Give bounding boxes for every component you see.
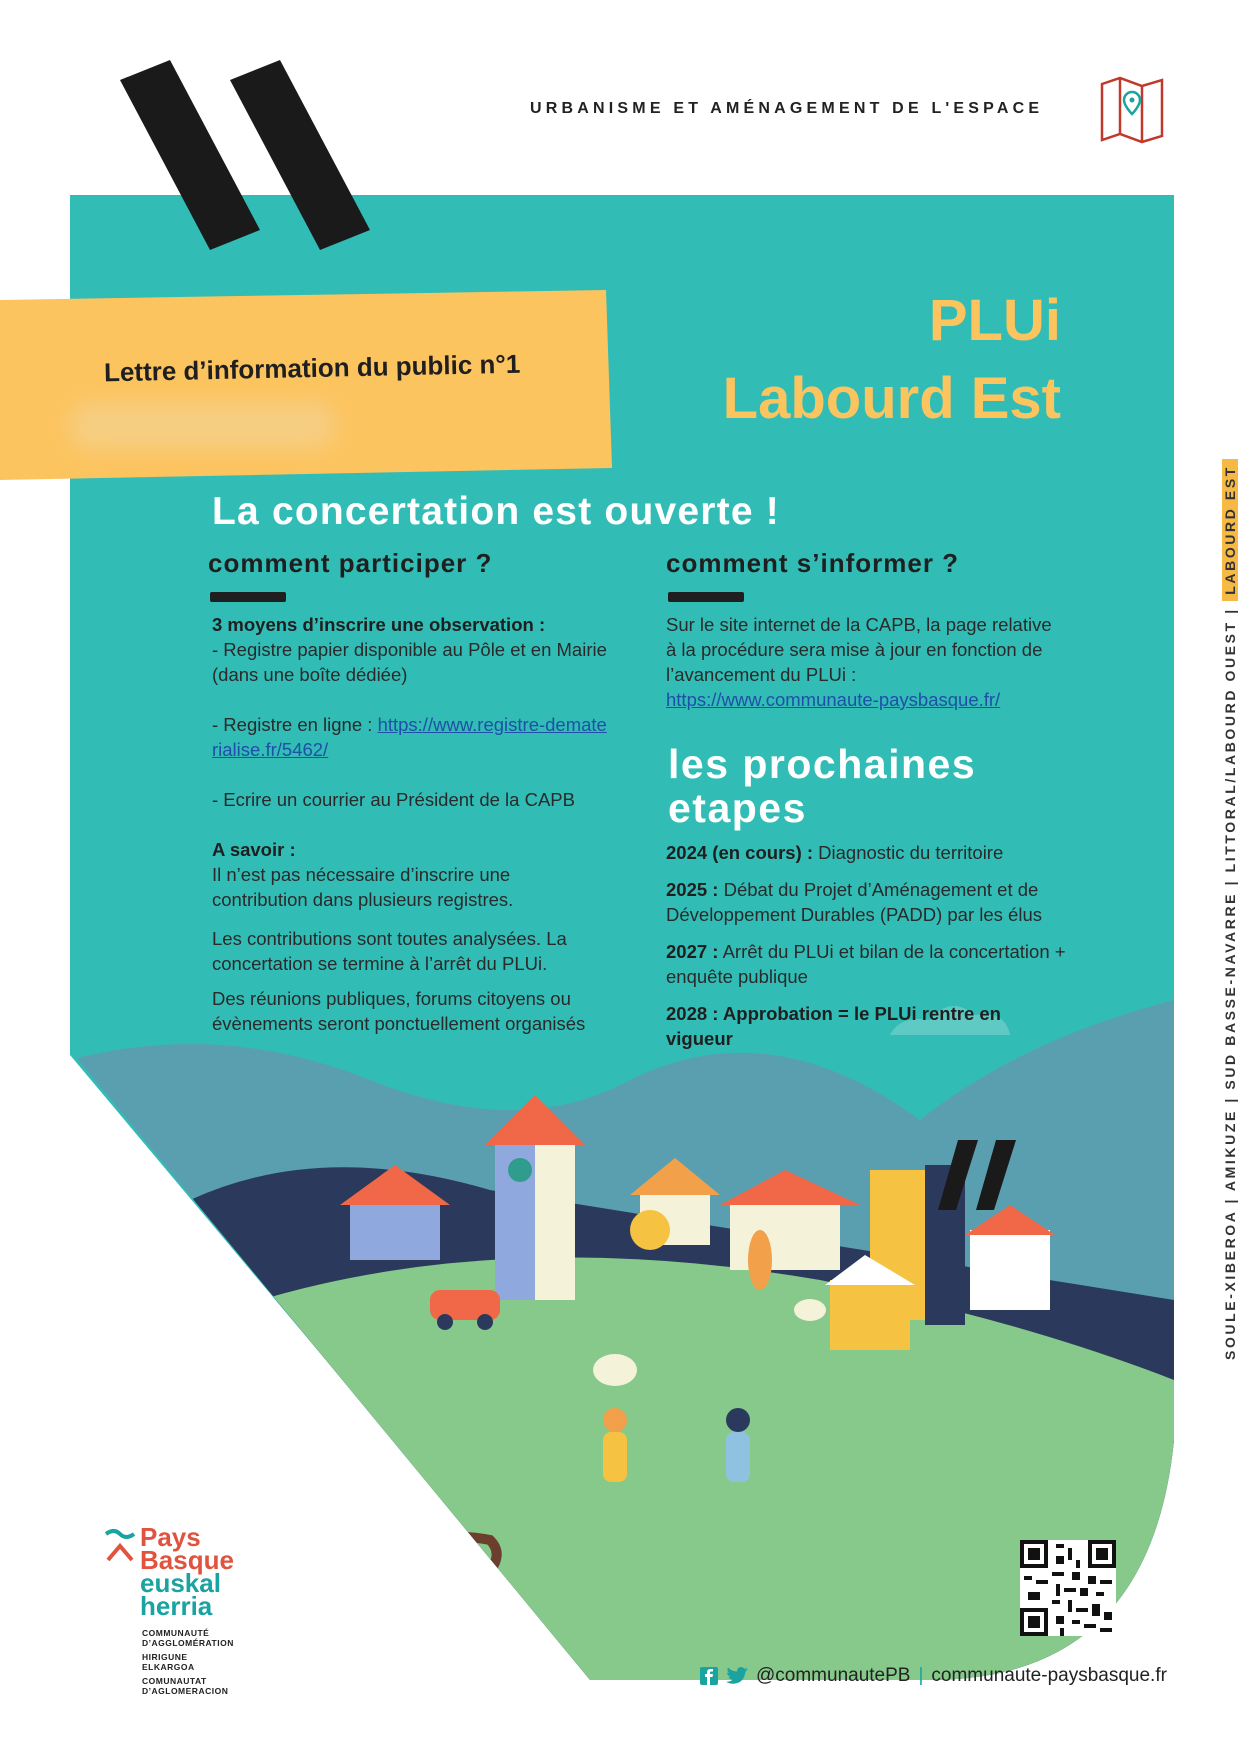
main-headline: La concertation est ouverte !: [212, 490, 780, 533]
heading-underline: [668, 592, 744, 602]
blurred-text: [70, 402, 335, 450]
participer-heading: comment participer ?: [208, 548, 493, 578]
participer-intro: 3 moyens d’inscrire une observation :: [212, 614, 546, 635]
title-line-2: Labourd Est: [722, 366, 1061, 431]
step-item: 2024 (en cours) : Diagnostic du territoire: [666, 842, 1004, 863]
footer-separator: |: [918, 1665, 924, 1686]
facebook-icon[interactable]: [700, 1667, 718, 1685]
prochaines-heading: les prochaines etapes: [668, 741, 977, 831]
logo-mark-icon: [104, 1528, 136, 1562]
step-item: 2028 : Approbation = le PLUi rentre en vigueur: [666, 1003, 1001, 1049]
regions-vertical-text: SOULE-XIBEROA | AMIKUZE | SUD BASSE-NAVARRE | LITTORAL/LABOURD OUEST | LABOURD EST: [1222, 459, 1238, 1360]
step-item: 2025 : Débat du Projet d’Aménagement et de Développement Durables (PADD) par les élus: [666, 879, 1042, 925]
qr-code[interactable]: [1020, 1540, 1116, 1636]
highlighted-region: LABOURD EST: [1222, 459, 1238, 601]
twitter-icon[interactable]: [726, 1667, 748, 1685]
newsletter-label: Lettre d’information du public n°1: [103, 348, 521, 388]
participer-para-2: Les contributions sont toutes analysées. La concertation se termine à l’arrêt du PLUi.: [212, 928, 567, 974]
participer-item-2-prefix: - Registre en ligne :: [212, 714, 378, 735]
social-handle[interactable]: @communautePB: [756, 1665, 911, 1686]
registre-link[interactable]: https://www.registre-dematerialise.fr/5462/: [212, 714, 607, 760]
page-title: [723, 282, 1061, 438]
quote-marks-icon: [120, 60, 370, 260]
savoir-text: Il n’est pas nécessaire d’inscrire une contribution dans plusieurs registres.: [212, 864, 514, 910]
participer-column: [212, 612, 607, 1036]
map-pin-icon: [1098, 76, 1166, 144]
section-kicker: URBANISME ET AMÉNAGEMENT DE L'ESPACE: [530, 100, 1044, 117]
capb-link[interactable]: https://www.communaute-paysbasque.fr/: [666, 689, 1001, 710]
step-item: 2027 : Arrêt du PLUi et bilan de la concertation + enquête publique: [666, 941, 1066, 987]
participer-item-3: - Ecrire un courrier au Président de la CAPB: [212, 789, 575, 810]
savoir-title: A savoir :: [212, 839, 296, 860]
website-link[interactable]: communaute-paysbasque.fr: [931, 1665, 1167, 1686]
footer: [700, 1665, 1167, 1687]
heading-underline: [210, 592, 286, 602]
participer-para-3: Des réunions publiques, forums citoyens ou évènements seront ponctuellement organisés: [212, 988, 586, 1034]
orange-banner: [0, 290, 612, 480]
informer-heading: comment s’informer ?: [666, 548, 960, 578]
participer-item-1: - Registre papier disponible au Pôle et en Mairie (dans une boîte dédiée): [212, 639, 607, 685]
informer-column: [666, 612, 1066, 712]
steps-list: [666, 840, 1066, 1063]
closing-quote-icon: [938, 1140, 1018, 1210]
title-line-1: PLUi: [928, 288, 1061, 353]
informer-text: Sur le site internet de la CAPB, la page relative à la procédure sera mise à jour en fonction de l’avancement du PLUi :: [666, 614, 1052, 685]
